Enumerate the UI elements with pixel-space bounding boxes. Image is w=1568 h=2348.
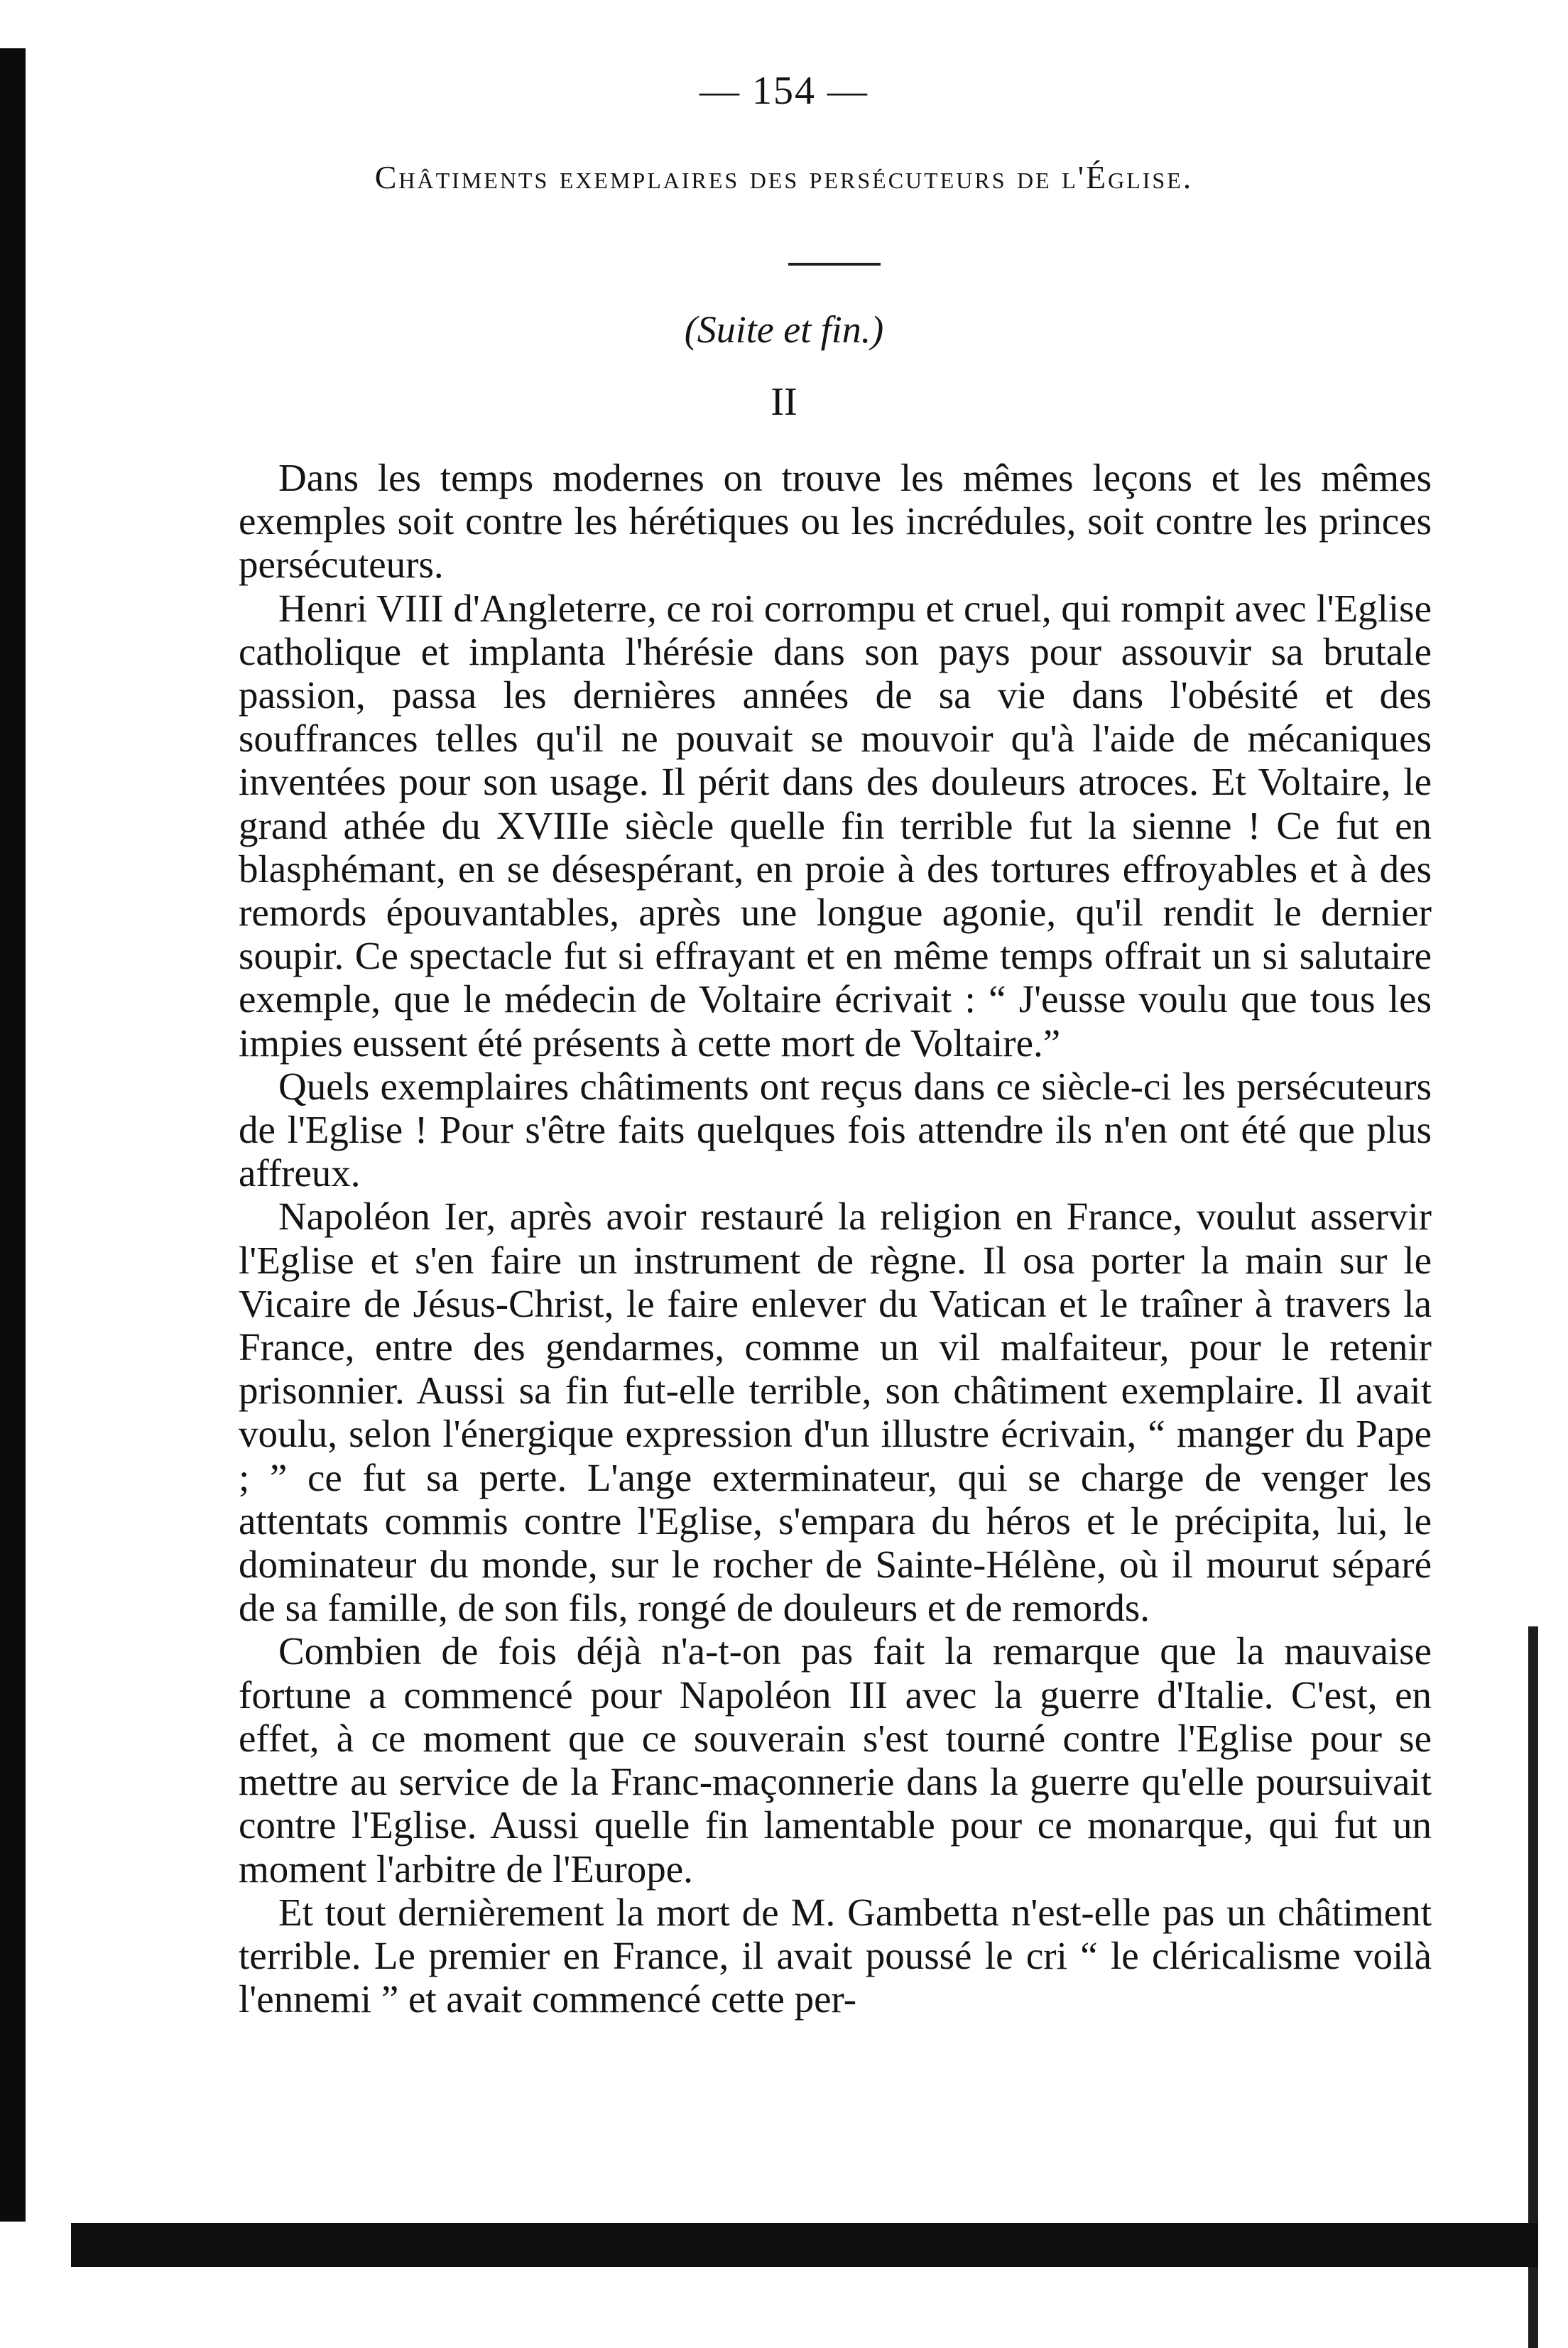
bottom-scan-border (71, 2223, 1538, 2267)
title-divider (788, 263, 881, 266)
paragraph: Dans les temps modernes on trouve les mêmes leçons et les mêmes exemples soit contre les hérétiques ou les incrédules, soit contre les princes persécuteurs. (239, 456, 1432, 587)
subtitle: (Suite et fin.) (684, 308, 884, 351)
page-number: — 154 — (699, 69, 869, 113)
running-title: Châtiments exemplaires des persécuteurs de l'Église. (374, 159, 1194, 195)
left-scan-border (0, 48, 26, 2222)
right-border-gap (1528, 0, 1538, 1626)
section-number: II (771, 380, 797, 424)
paragraph: Combien de fois déjà n'a-t-on pas fait la remarque que la mauvaise fortune a commencé pour Napoléon III avec la guerre d'Italie. C'est, en effet, à ce moment que ce souverain s'est tourné contre l'Eglise pour se mettre au service de la Franc-maçonnerie dans la guerre qu'elle poursuivait contre l'Eglise. Aussi quelle fin lamentable pour ce monarque, qui fut un moment l'arbitre de l'Europe. (239, 1629, 1432, 1891)
paragraph: Et tout dernièrement la mort de M. Gambetta n'est-elle pas un châtiment terrible. Le premier en France, il avait poussé le cri “ le cléricalisme voilà l'ennemi ” et avait commencé cette per- (239, 1890, 1432, 2021)
paragraph: Napoléon Ier, après avoir restauré la religion en France, voulut asservir l'Eglise et s'en faire un instrument de règne. Il osa porter la main sur le Vicaire de Jésus-Christ, le faire enlever du Vatican et le traîner à travers la France, entre des gendarmes, comme un vil malfaiteur, pour le retenir prisonnier. Aussi sa fin fut-elle terrible, son châtiment exemplaire. Il avait voulu, selon l'énergique expression d'un illustre écrivain, “ manger du Pape ; ” ce fut sa perte. L'ange exterminateur, qui se charge de venger les attentats commis contre l'Eglise, s'empara du héros et le précipita, lui, le dominateur du monde, sur le rocher de Sainte-Hélène, où il mourut séparé de sa famille, de son fils, rongé de douleurs et de remords. (239, 1195, 1432, 1630)
body-text (239, 456, 1432, 2021)
paragraph: Henri VIII d'Angleterre, ce roi corrompu et cruel, qui rompit avec l'Eglise catholique et implanta l'hérésie dans son pays pour assouvir sa brutale passion, passa les dernières années de sa vie dans l'obésité et des souffrances telles qu'il ne pouvait se mouvoir qu'à l'aide de mécaniques inventées pour son usage. Il périt dans des douleurs atroces. Et Voltaire, le grand athée du XVIIIe siècle quelle fin terrible fut la sienne ! Ce fut en blasphémant, en se désespérant, en proie à des tortures effroyables et à des remords épouvantables, après une longue agonie, qu'il rendit le dernier soupir. Ce spectacle fut si effrayant et en même temps offrait un si salutaire exemple, que le médecin de Voltaire écrivait : “ J'eusse voulu que tous les impies eussent été présents à cette mort de Voltaire.” (239, 586, 1432, 1065)
paragraph: Quels exemplaires châtiments ont reçus dans ce siècle-ci les persécuteurs de l'Eglise ! Pour s'être faits quelques fois attendre ils n'en ont été que plus affreux. (239, 1064, 1432, 1195)
